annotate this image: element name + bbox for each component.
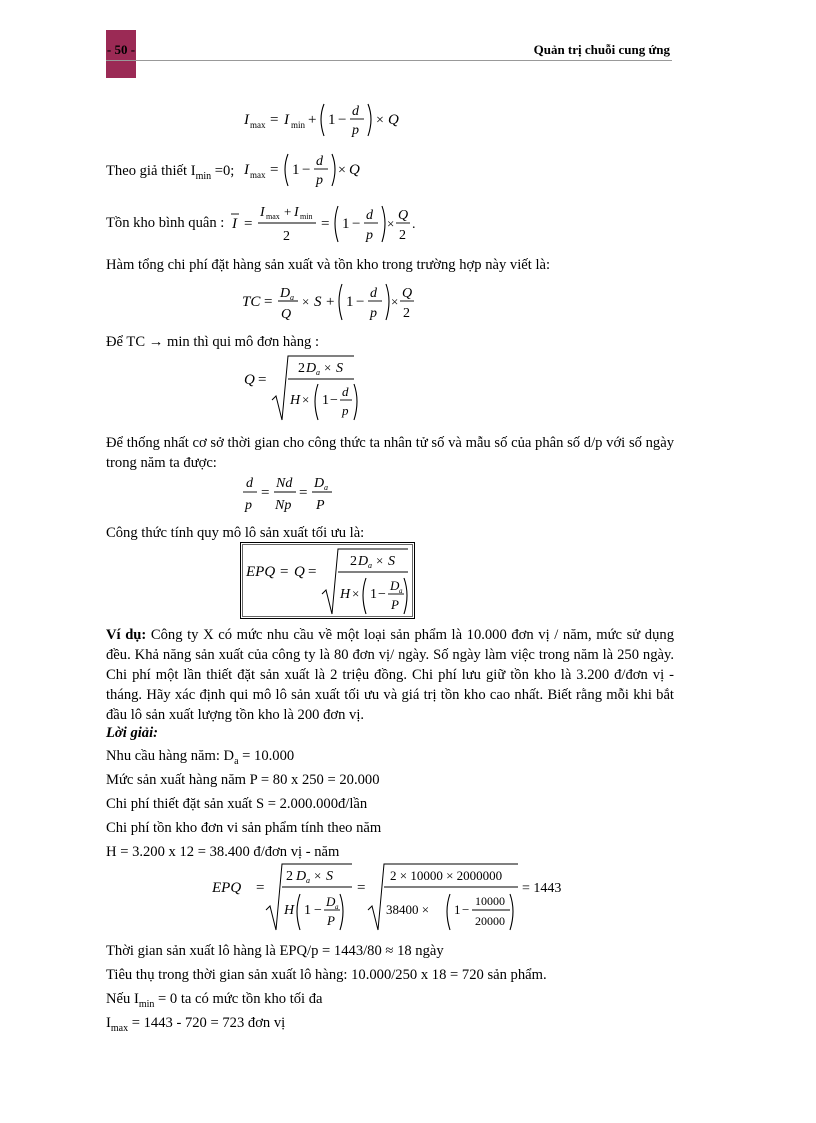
- svg-text:d: d: [246, 476, 253, 491]
- svg-text:1: 1: [454, 902, 461, 917]
- svg-text:S: S: [314, 294, 322, 310]
- svg-text:=: =: [280, 564, 289, 580]
- svg-text:Np: Np: [275, 498, 292, 513]
- svg-text:I: I: [244, 162, 249, 178]
- svg-text:D: D: [280, 286, 291, 301]
- svg-text:1: 1: [304, 903, 311, 918]
- consumption-line: Tiêu thụ trong thời gian sản xuất lô hàng: 10.000/250 x 18 = 720 sản phẩm.: [106, 967, 547, 983]
- svg-text:=: =: [357, 880, 366, 896]
- example-text: Công ty X có mức nhu cầu về một loại sản phẩm là 10.000 đơn vị / năm, mức sử dụng đều. Khả năng sản xuất của công ty là 80 đơn vị/ ngày. Số ngày làm việc trong năm là 250 ngày. Chi phí một lần thiết đặt sản xuất là 2 triệu đồng. Chi phí lưu giữ tồn kho là 3.200 đ/đơn vị - tháng. Hãy xác định qui mô lô sản xuất tối ưu và giá trị tồn kho cao nhất. Biết rằng mỗi khi bắt đầu lô sản xuất lượng tồn kho là 200 đơn vị.: [106, 627, 674, 723]
- svg-text:−: −: [330, 393, 338, 408]
- svg-text:=: =: [261, 485, 270, 501]
- svg-text:a: a: [324, 483, 328, 492]
- svg-text:×: ×: [387, 216, 395, 231]
- svg-text:1: 1: [342, 216, 350, 232]
- if-sub: min: [138, 998, 155, 1010]
- svg-text:2: 2: [350, 554, 357, 569]
- solution-label: Lời giải:: [106, 725, 159, 741]
- svg-text:20000: 20000: [475, 914, 505, 928]
- svg-text:+: +: [284, 204, 292, 219]
- example-label: Ví dụ:: [106, 627, 147, 643]
- formula-optimal-q: [242, 352, 362, 424]
- svg-text:p: p: [352, 123, 359, 138]
- svg-text:p: p: [370, 306, 377, 321]
- svg-text:38400 ×: 38400 ×: [386, 902, 430, 917]
- svg-text:max: max: [266, 212, 280, 221]
- svg-text:d: d: [352, 104, 359, 119]
- svg-text:Q: Q: [294, 564, 305, 580]
- formula-epq-calc: [212, 858, 572, 934]
- time-basis-paragraph: Để thống nhất cơ sở thời gian cho công thức ta nhân tử số và mẫu số của phân số d/p với số ngày trong năm ta được:: [106, 435, 674, 471]
- holding-intro-line: Chi phí tồn kho đơn vi sản phẩm tính theo năm: [106, 820, 382, 836]
- svg-text:d: d: [342, 384, 349, 399]
- svg-text:+: +: [308, 112, 317, 128]
- book-title: Quản trị chuỗi cung ứng: [533, 42, 670, 57]
- svg-text:=: =: [270, 162, 279, 178]
- assumption-text: [106, 161, 234, 187]
- svg-text:=: =: [256, 880, 265, 896]
- svg-text:p: p: [342, 403, 349, 418]
- svg-text:min: min: [300, 212, 313, 221]
- svg-text:d: d: [366, 208, 373, 223]
- svg-text:×: ×: [338, 163, 346, 178]
- formula-ratio: [240, 470, 340, 516]
- production-line: Mức sản xuất hàng năm P = 80 x 250 = 20.000: [106, 772, 380, 788]
- svg-text:1: 1: [346, 294, 354, 310]
- svg-text:D: D: [306, 361, 317, 376]
- tc-min-prefix: Để TC: [106, 334, 146, 350]
- if-imin-line: [106, 989, 323, 1015]
- arrow-icon: →: [148, 334, 164, 350]
- svg-text:×: ×: [376, 553, 384, 568]
- formula-imax: [240, 98, 410, 142]
- svg-text:=: =: [244, 216, 253, 232]
- imax-sub: max: [110, 1022, 129, 1034]
- epq-intro: Công thức tính quy mô lô sản xuất tối ưu là:: [106, 525, 365, 541]
- svg-text:Q: Q: [402, 286, 413, 301]
- assume-prefix: Theo giả thiết I: [106, 163, 196, 179]
- svg-text:H: H: [290, 393, 301, 408]
- svg-text:D: D: [326, 894, 336, 909]
- svg-text:×: ×: [391, 294, 399, 309]
- svg-text:×: ×: [302, 392, 310, 407]
- formula-imax-zero: [240, 148, 370, 192]
- svg-text:D: D: [296, 869, 307, 884]
- svg-text:I: I: [244, 112, 249, 128]
- svg-text:D: D: [358, 554, 369, 569]
- svg-text:p: p: [316, 173, 323, 188]
- svg-text:Q: Q: [398, 208, 409, 223]
- svg-text:=: =: [308, 564, 317, 580]
- svg-text:S: S: [336, 361, 343, 376]
- assume-sub: min: [195, 170, 212, 182]
- svg-text:×: ×: [314, 868, 322, 883]
- svg-text:P: P: [327, 913, 335, 928]
- svg-text:a: a: [290, 293, 294, 302]
- svg-text:.: .: [412, 217, 416, 232]
- svg-text:×: ×: [352, 586, 360, 601]
- setup-cost-line: Chi phí thiết đặt sản xuất S = 2.000.000đ/lần: [106, 796, 368, 812]
- svg-text:−: −: [352, 216, 361, 232]
- svg-text:2 × 10000 × 2000000: 2 × 10000 × 2000000: [390, 868, 503, 883]
- svg-text:max: max: [250, 170, 266, 180]
- page-number: - 50 -: [106, 42, 136, 57]
- svg-text:a: a: [335, 903, 339, 911]
- svg-text:P: P: [316, 498, 325, 513]
- svg-text:×: ×: [302, 294, 310, 309]
- svg-text:1: 1: [292, 162, 300, 178]
- header-rule: [106, 60, 672, 61]
- imax-prefix: I: [106, 1015, 111, 1031]
- svg-text:d: d: [370, 286, 377, 301]
- svg-text:d: d: [316, 154, 323, 169]
- run-time-line: Thời gian sản xuất lô hàng là EPQ/p = 1443/80 ≈ 18 ngày: [106, 943, 444, 959]
- svg-text:=: =: [264, 294, 273, 310]
- svg-text:2: 2: [286, 869, 293, 884]
- svg-text:−: −: [356, 294, 365, 310]
- svg-text:×: ×: [324, 360, 332, 375]
- svg-text:=: =: [321, 216, 330, 232]
- svg-text:I: I: [260, 205, 265, 220]
- svg-text:2: 2: [399, 228, 406, 243]
- svg-text:EPQ: EPQ: [246, 564, 276, 580]
- svg-text:2: 2: [298, 361, 305, 376]
- svg-text:10000: 10000: [475, 894, 505, 908]
- svg-text:−: −: [302, 162, 311, 178]
- formula-epq-boxed: [240, 542, 416, 620]
- demand-sub: a: [234, 755, 239, 767]
- svg-text:H: H: [340, 587, 351, 602]
- svg-text:1: 1: [322, 393, 329, 408]
- svg-text:Q: Q: [281, 307, 292, 322]
- svg-text:EPQ: EPQ: [212, 880, 242, 896]
- svg-text:−: −: [338, 112, 347, 128]
- svg-text:p: p: [245, 498, 252, 513]
- tc-min-text: [106, 332, 319, 352]
- svg-text:−: −: [462, 902, 470, 917]
- formula-total-cost: [242, 278, 422, 328]
- total-cost-intro: Hàm tổng chi phí đặt hàng sản xuất và tồn kho trong trường hợp này viết là:: [106, 257, 551, 273]
- tc-min-suffix: min thì qui mô đơn hàng :: [166, 334, 319, 350]
- svg-text:=: =: [270, 112, 279, 128]
- svg-text:min: min: [291, 120, 306, 130]
- svg-text:S: S: [388, 554, 395, 569]
- if-suffix: = 0 ta có mức tồn kho tối đa: [154, 991, 323, 1007]
- formula-avg-inventory: [228, 198, 418, 248]
- svg-text:−: −: [314, 903, 322, 918]
- if-prefix: Nếu I: [106, 991, 139, 1007]
- holding-calc-line: H = 3.200 x 12 = 38.400 đ/đơn vị - năm: [106, 844, 340, 860]
- svg-text:Q: Q: [244, 372, 255, 388]
- svg-text:1: 1: [370, 587, 377, 602]
- avg-inventory-label: Tồn kho bình quân :: [106, 215, 225, 231]
- svg-text:a: a: [399, 587, 403, 595]
- svg-text:D: D: [314, 476, 325, 491]
- svg-text:1: 1: [328, 112, 336, 128]
- svg-text:a: a: [306, 876, 310, 885]
- svg-text:D: D: [390, 578, 400, 593]
- svg-text:P: P: [391, 597, 399, 612]
- imax-result-line: [106, 1013, 285, 1039]
- svg-text:I: I: [284, 112, 289, 128]
- svg-text:−: −: [378, 587, 386, 602]
- svg-text:max: max: [250, 120, 266, 130]
- svg-text:×: ×: [376, 113, 384, 128]
- assume-suffix: =0;: [214, 163, 235, 179]
- imax-suffix: = 1443 - 720 = 723 đơn vị: [128, 1015, 286, 1031]
- demand-prefix: Nhu cầu hàng năm: D: [106, 748, 235, 764]
- svg-text:Nd: Nd: [276, 476, 293, 491]
- demand-line: [106, 746, 294, 772]
- svg-text:I: I: [294, 205, 299, 220]
- svg-text:a: a: [368, 561, 372, 570]
- svg-text:I: I: [232, 216, 237, 232]
- demand-suffix: = 10.000: [238, 748, 295, 764]
- svg-text:=: =: [299, 485, 308, 501]
- svg-text:+: +: [326, 294, 335, 310]
- example-paragraph: [106, 625, 674, 725]
- svg-text:H: H: [284, 903, 295, 918]
- svg-text:p: p: [366, 228, 373, 243]
- svg-text:S: S: [326, 869, 333, 884]
- svg-text:2: 2: [403, 306, 410, 321]
- svg-text:=: =: [258, 372, 267, 388]
- svg-text:Q: Q: [349, 162, 360, 178]
- svg-text:2: 2: [283, 229, 290, 244]
- svg-text:TC: TC: [242, 294, 261, 310]
- svg-text:a: a: [316, 368, 320, 377]
- svg-text:Q: Q: [388, 112, 399, 128]
- svg-text:= 1443: = 1443: [522, 881, 562, 896]
